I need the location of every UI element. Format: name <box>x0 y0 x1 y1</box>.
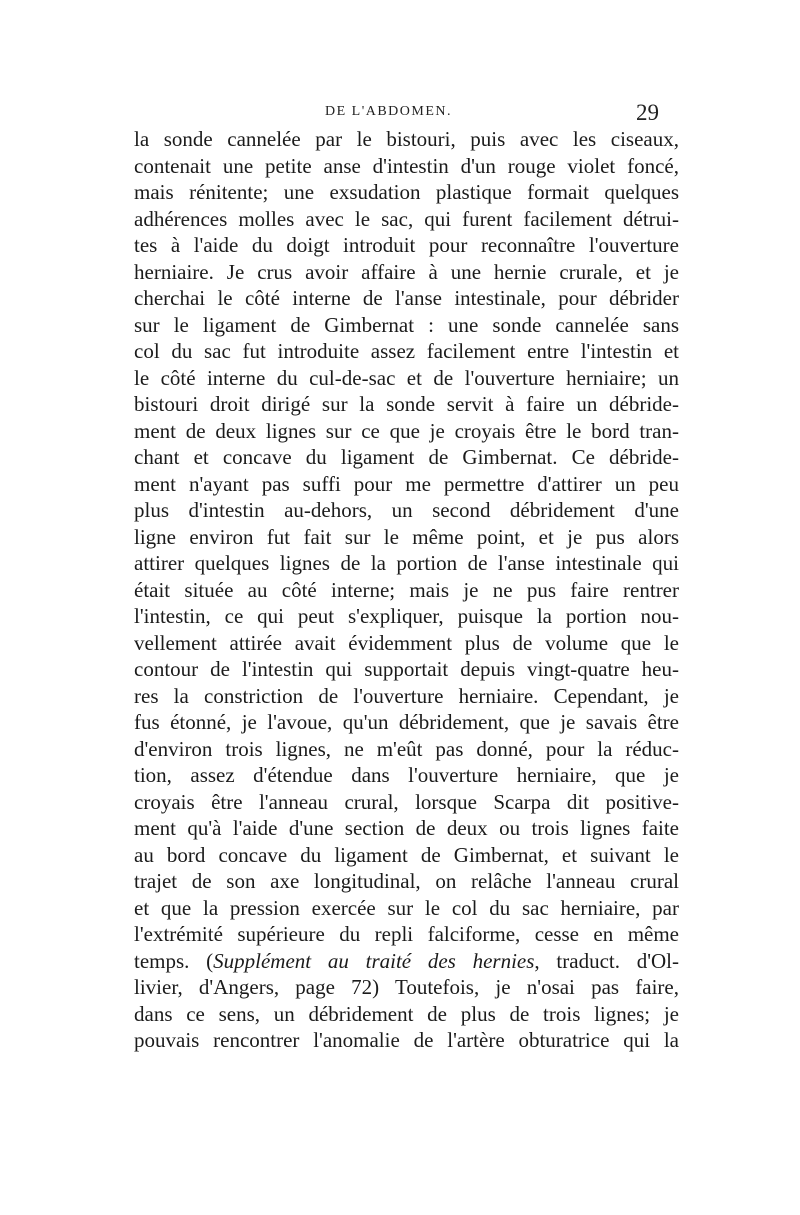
text-line: contenait une petite anse d'intestin d'un rouge violet foncé, <box>134 153 679 178</box>
text-line: herniaire. Je crus avoir affaire à une hernie crurale, et je <box>134 259 679 284</box>
text-line: ligne environ fut fait sur le même point, et je pus alors <box>134 524 679 549</box>
text-line: ment n'ayant pas suffi pour me permettre d'attirer un peu <box>134 471 679 496</box>
text-line: fus étonné, je l'avoue, qu'un débridement, que je savais être <box>134 710 679 734</box>
text-line: adhérences molles avec le sac, qui furent facilement détrui- <box>134 206 679 231</box>
text-line: plus d'intestin au-dehors, un second débridement d'une <box>134 498 679 522</box>
text-line: d'environ trois lignes, ne m'eût pas donné, pour la réduc- <box>134 736 679 761</box>
citation-title: Supplément au traité des hernies <box>213 948 535 973</box>
text-line: mais rénitente; une exsudation plastique formait quelques <box>134 180 679 204</box>
text-line: cherchai le côté interne de l'anse intestinale, pour débrider <box>134 286 679 310</box>
page-number: 29 <box>636 100 659 125</box>
text-line: ment de deux lignes sur ce que je croyais être le bord tran- <box>134 418 679 443</box>
body-text <box>134 126 679 1054</box>
text-line: contour de l'intestin qui supportait depuis vingt-quatre heu- <box>134 657 679 681</box>
text-line: trajet de son axe longitudinal, on relâche l'anneau crural <box>134 869 679 893</box>
running-head <box>0 100 800 124</box>
text-line: attirer quelques lignes de la portion de l'anse intestinale qui <box>134 551 679 575</box>
text-line: et que la pression exercée sur le col du sac herniaire, par <box>134 895 679 920</box>
text-line: au bord concave du ligament de Gimbernat, et suivant le <box>134 842 679 867</box>
text-line: livier, d'Angers, page 72) Toutefois, je n'osai pas faire, <box>134 975 679 999</box>
running-title: DE L'ABDOMEN. <box>325 104 453 119</box>
text-line-citation <box>134 948 679 975</box>
text-line: tes à l'aide du doigt introduit pour reconnaître l'ouverture <box>134 233 679 257</box>
text-line: dans ce sens, un débridement de plus de trois lignes; je <box>134 1001 679 1026</box>
text-line: pouvais rencontrer l'anomalie de l'artère obturatrice qui la <box>134 1028 679 1052</box>
text-line: tion, assez d'étendue dans l'ouverture herniaire, que je <box>134 763 679 787</box>
text-line: vellement attirée avait évidemment plus de volume que le <box>134 630 679 655</box>
text-line: res la constriction de l'ouverture herniaire. Cependant, je <box>134 683 679 708</box>
citation-tail: , traduct. d'Ol- <box>534 948 679 973</box>
text-line: sur le ligament de Gimbernat : une sonde cannelée sans <box>134 312 679 337</box>
text-line: ment qu'à l'aide d'une section de deux ou trois lignes faite <box>134 816 679 840</box>
text-line: l'extrémité supérieure du repli falciforme, cesse en même <box>134 922 679 946</box>
text-line: col du sac fut introduite assez facilement entre l'intestin et <box>134 339 679 363</box>
text-line: croyais être l'anneau crural, lorsque Scarpa dit positive- <box>134 789 679 814</box>
text-line: l'intestin, ce qui peut s'expliquer, puisque la portion nou- <box>134 604 679 628</box>
text-line: chant et concave du ligament de Gimbernat. Ce débride- <box>134 445 679 469</box>
text-line: le côté interne du cul-de-sac et de l'ouverture herniaire; un <box>134 365 679 390</box>
text-line: la sonde cannelée par le bistouri, puis avec les ciseaux, <box>134 127 679 151</box>
citation-lead: temps. ( <box>134 948 214 973</box>
text-line: bistouri droit dirigé sur la sonde servit à faire un débride- <box>134 392 679 416</box>
text-line: était située au côté interne; mais je ne pus faire rentrer <box>134 577 679 602</box>
